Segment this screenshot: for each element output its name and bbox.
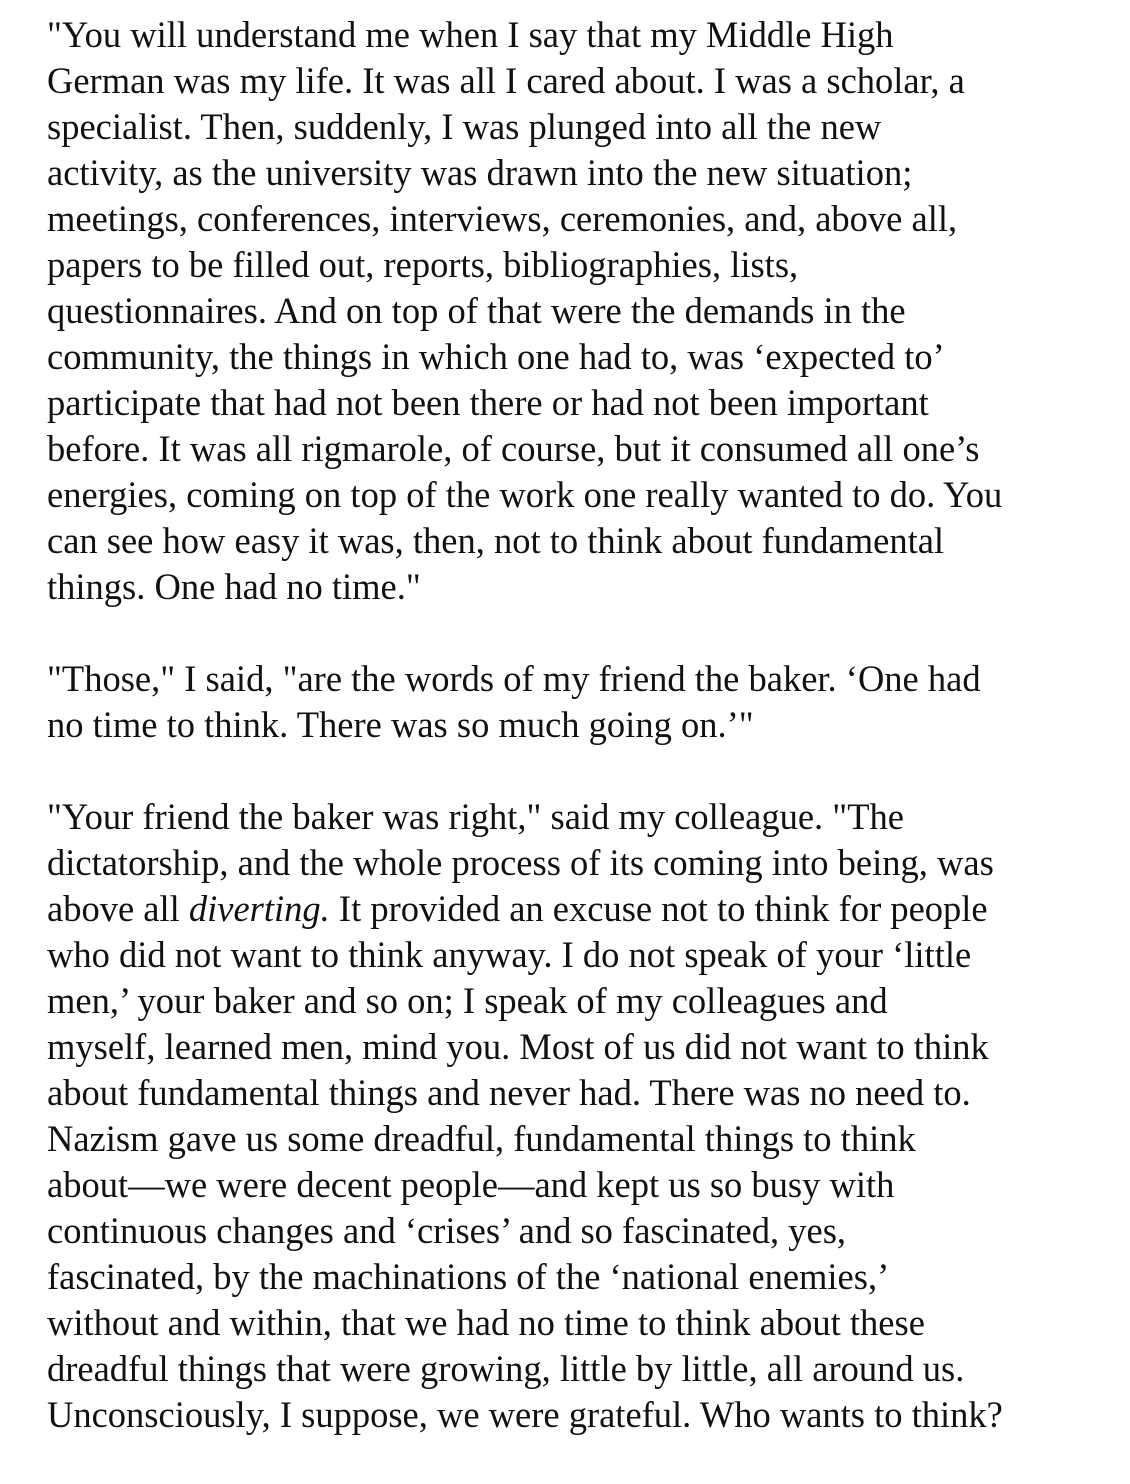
text-line: about fundamental things and never had. There was no need to.: [47, 1072, 971, 1113]
text-line: German was my life. It was all I cared about. I was a scholar, a: [47, 60, 965, 101]
text-line: dictatorship, and the whole process of its coming into being, was: [47, 842, 994, 883]
text-line: about—we were decent people—and kept us so busy with: [47, 1164, 895, 1205]
text-line: continuous changes and ‘crises’ and so fascinated, yes,: [47, 1210, 847, 1251]
text-line: "Those," I said, "are the words of my friend the baker. ‘One had: [47, 658, 981, 699]
text-line: [47, 1438, 1130, 1484]
text-line: energies, coming on top of the work one really wanted to do. You: [47, 474, 1003, 515]
text-line: fascinated, by the machinations of the ‘national enemies,’: [47, 1256, 890, 1297]
text-segment: above all: [47, 888, 189, 929]
text-line: community, the things in which one had to, was ‘expected to’: [47, 336, 945, 377]
paragraph-3: [47, 794, 1130, 1484]
paragraph-1: [47, 12, 1130, 610]
text-line: myself, learned men, mind you. Most of us did not want to think: [47, 1026, 989, 1067]
text-line: things. One had no time.": [47, 566, 421, 607]
text-line: specialist. Then, suddenly, I was plunged into all the new: [47, 106, 882, 147]
text-line: participate that had not been there or had not been important: [47, 382, 929, 423]
text-line: Nazism gave us some dreadful, fundamental things to think: [47, 1118, 916, 1159]
text-line: meetings, conferences, interviews, ceremonies, and, above all,: [47, 198, 958, 239]
text-line: "You will understand me when I say that my Middle High: [47, 14, 894, 55]
emphasized-word: diverting.: [188, 888, 330, 929]
text-line: dreadful things that were growing, little by little, all around us.: [47, 1348, 965, 1389]
text-line: activity, as the university was drawn into the new situation;: [47, 152, 913, 193]
text-line: men,’ your baker and so on; I speak of my colleagues and: [47, 980, 888, 1021]
text-segment: It provided an excuse not to think for people: [338, 888, 988, 929]
text-line: before. It was all rigmarole, of course, but it consumed all one’s: [47, 428, 980, 469]
text-line: questionnaires. And on top of that were the demands in the: [47, 290, 906, 331]
text-line: without and within, that we had no time to think about these: [47, 1302, 925, 1343]
text-line: can see how easy it was, then, not to think about fundamental: [47, 520, 945, 561]
text-line: Unconsciously, I suppose, we were grateful. Who wants to think?: [47, 1394, 1003, 1435]
text-line: no time to think. There was so much going on.’": [47, 704, 754, 745]
paragraph-2: [47, 656, 1130, 748]
text-line: "Your friend the baker was right," said my colleague. "The: [47, 796, 904, 837]
text-line: papers to be filled out, reports, bibliographies, lists,: [47, 244, 799, 285]
text-line: who did not want to think anyway. I do not speak of your ‘little: [47, 934, 972, 975]
text-line-with-emphasis: [47, 886, 1130, 932]
